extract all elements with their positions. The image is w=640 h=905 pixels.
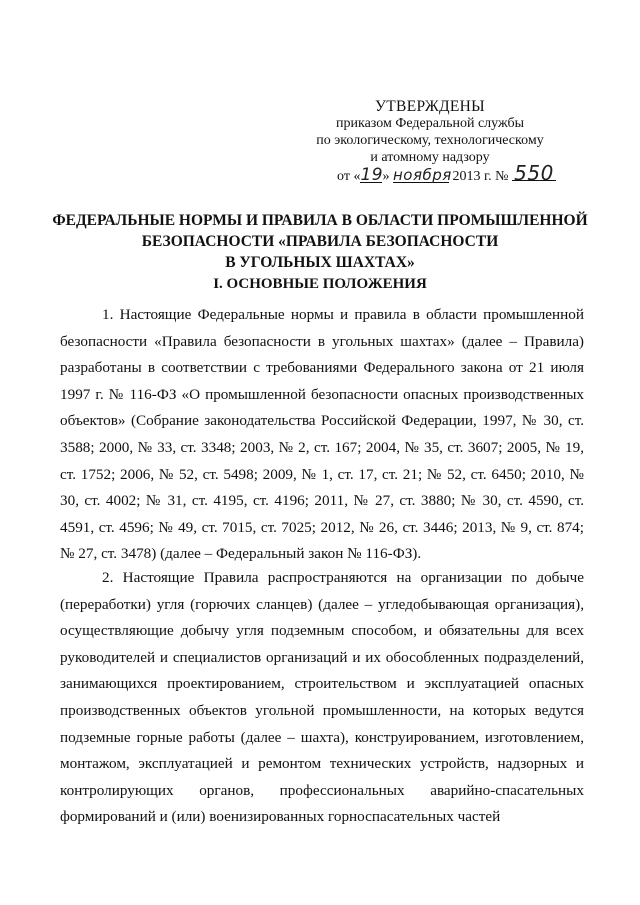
document-title: [40, 210, 600, 273]
approval-title: УТВЕРЖДЕНЫ: [375, 98, 485, 115]
date-year: 2013 г. №: [448, 169, 512, 184]
approval-line-1: приказом Федеральной службы: [336, 116, 524, 131]
paragraph-1: 1. Настоящие Федеральные нормы и правила в области промышленной безопасности «Правила безопасности в угольных шахтах» (далее – Правила) разработаны в соответствии с требованиями Федерального закона от 21 июля 1997 г. № 116-ФЗ «О промышленной безопасности опасных производственных объектов» (Собрание законодательства Российской Федерации, 1997, № 30, ст. 3588; 2000, № 33, ст. 3348; 2003, № 2, ст. 167; 2004, № 35, ст. 3607; 2005, № 19, ст. 1752; 2006, № 52, ст. 5498; 2009, № 1, ст. 17, ст. 21; № 52, ст. 6450; 2010, № 30, ст. 4002; № 31, ст. 4195, ст. 4196; 2011, № 27, ст. 3880; № 30, ст. 4590, ст. 4591, ст. 4596; № 49, ст. 7015, ст. 7025; 2012, № 26, ст. 3446; 2013, № 9, ст. 874; № 27, ст. 3478) (далее – Федеральный закон № 116-ФЗ).: [60, 306, 584, 563]
approval-date-line: [300, 161, 560, 185]
handwritten-month: ноября: [392, 166, 452, 184]
approval-line-2: по экологическому, технологическому: [316, 133, 544, 148]
section-heading: I. ОСНОВНЫЕ ПОЛОЖЕНИЯ: [213, 276, 427, 292]
handwritten-order-number: 550: [512, 166, 556, 181]
title-line-1: ФЕДЕРАЛЬНЫЕ НОРМЫ И ПРАВИЛА В ОБЛАСТИ ПРОМЫШЛЕННОЙ: [52, 212, 588, 229]
date-prefix: от «: [337, 169, 361, 184]
date-mid: »: [382, 169, 393, 184]
paragraph-2: 2. Настоящие Правила распространяются на организации по добыче (переработки) угля (горючих сланцев) (далее – угледобывающая организация), осуществляющие добычу угля подземным способом, и обязательны для всех руководителей и специалистов организаций и их обособленных подразделений, занимающихся проектированием, строительством и эксплуатацией опасных производственных объектов угольной промышленности, на которых ведутся подземные горные работы (далее – шахта), конструированием, изготовлением, монтажом, эксплуатацией и ремонтом технических устройств, надзорных и контролирующих органов, профессиональных аварийно-спасательных формирований и (или) военизированных горноспасательных частей: [60, 569, 584, 826]
handwritten-day: 19: [360, 165, 384, 185]
title-line-3: В УГОЛЬНЫХ ШАХТАХ»: [225, 254, 415, 271]
title-line-2: БЕЗОПАСНОСТИ «ПРАВИЛА БЕЗОПАСНОСТИ: [141, 233, 499, 250]
approval-line-3: и атомному надзору: [370, 150, 490, 165]
approval-block: [300, 98, 560, 185]
